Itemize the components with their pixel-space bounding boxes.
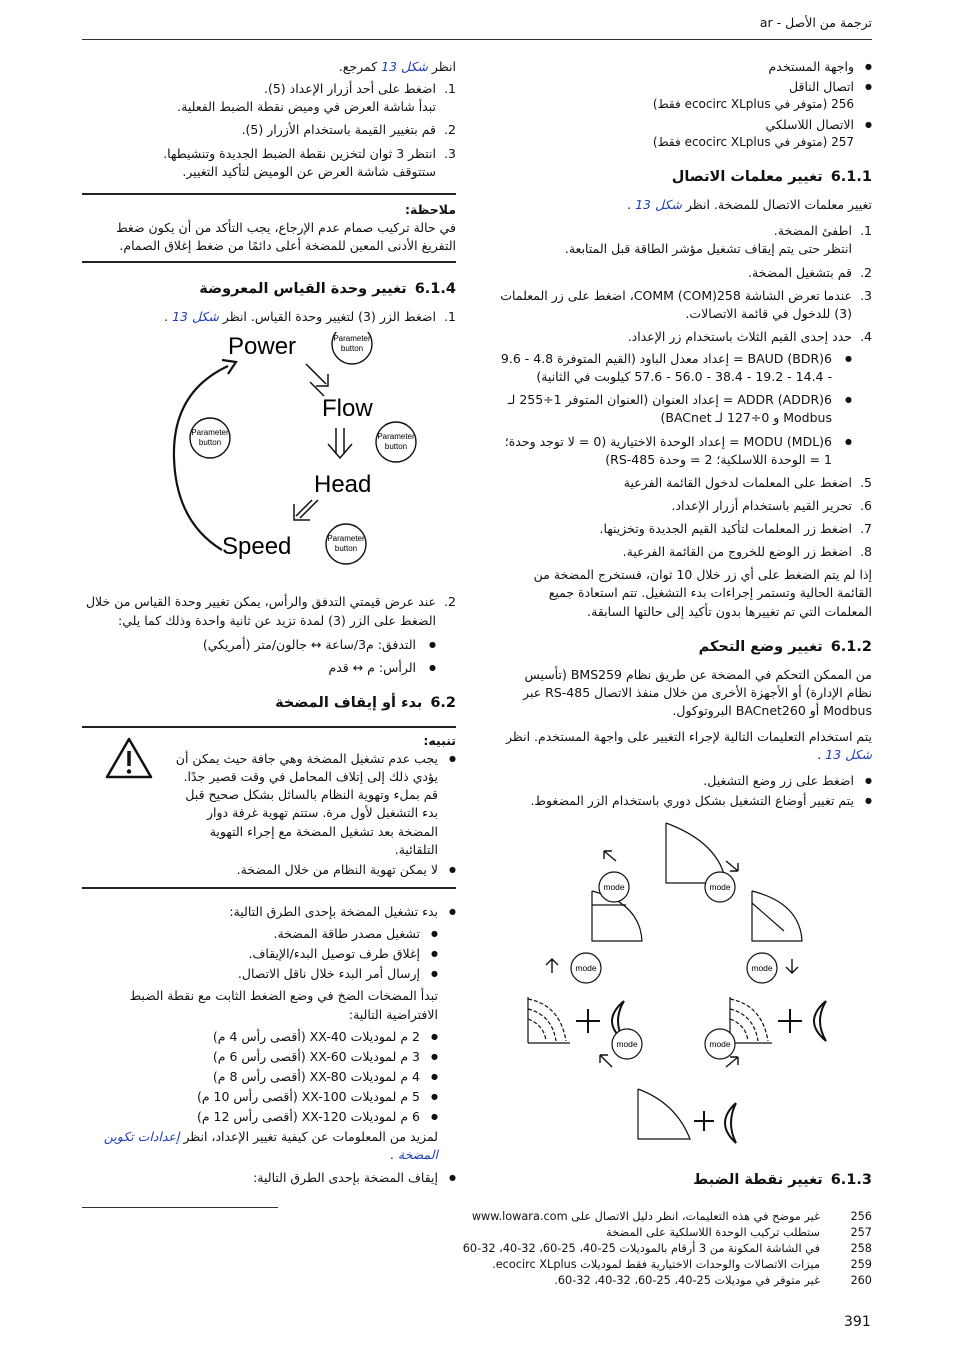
diagram-label-head: Head (314, 471, 372, 499)
mode-button-label: mode (709, 881, 731, 892)
list-item: ● 5 م لموديلات XX-100 (أقصى رأس 10 م) (82, 1088, 438, 1106)
list-item: ● اتصال الناقل 256 (متوفر في ecocirc XLplus فقط) (500, 78, 872, 114)
list-item: ● إغلاق طرف توصيل البدء/الإيقاف. (82, 945, 438, 963)
page-number: 391 (844, 1314, 871, 1330)
step: 1. اضغط الزر (3) لتغيير وحدة القياس. انظر شكل 13 . (164, 309, 456, 325)
step: 2. قم بتغيير القيمة باستخدام الأزرار (5). (241, 122, 456, 138)
defaults-intro: تبدأ المضخات الضخ في وضع الضغط الثابت مع نقطة الضبط الافتراضية التالية: (129, 988, 438, 1022)
diagram-label-flow: Flow (322, 395, 373, 423)
arrow-icon (306, 364, 328, 396)
right-column (500, 58, 872, 1199)
button-label: Parameter (377, 432, 415, 442)
list-item: ● يجب عدم تشغيل المضخة وهي جافة حيث يمكن أن يؤدي ذلك إلى إتلاف المحامل في وقت قصير جدًا. قم بملء وتهوية النظام بالسائل بشكل صحيح قبل بدء التشغيل لأول مرة. ستتم تهوية غرفة دوار المضخة بعد تشغيل المضخة مع إجراء التهوية التلقائية. (172, 750, 456, 859)
button-label: button (198, 438, 222, 448)
section-heading-6-1-4: 6.1.4تغيير وحدة القياس المعروضة (199, 281, 456, 298)
arrow-icon (546, 959, 558, 973)
availability-note: 256 (متوفر في ecocirc XLplus فقط) (652, 97, 854, 112)
list-item: ● MODU (MDL)6 = إعداد الوحدة الاختيارية (0 = لا توجد وحدة؛ 1 = الوحدة اللاسلكية؛ 2 = وحدة RS-485) (500, 433, 852, 469)
section-heading-6-2: 6.2بدء أو إيقاف المضخة (275, 694, 456, 711)
arrow-icon (604, 851, 616, 861)
more-info: لمزيد من المعلومات عن كيفية تغيير الإعداد، انظر إعدادات تكوين المضخة . (103, 1129, 438, 1163)
button-label: button (334, 544, 358, 554)
default-setpoints (82, 1028, 438, 1127)
arrow-icon (328, 428, 352, 458)
section-heading-6-1-3: 6.1.3تغيير نقطة الضبط (693, 1171, 872, 1188)
figure-link[interactable]: شكل 13 (172, 309, 219, 325)
diagram-label-speed: Speed (222, 533, 292, 561)
timeout-paragraph: إذا لم يتم الضغط على أي زر خلال 10 ثوان، فستخرج المضخة من القائمة الحالية وتستمر إجراءات بدء التشغيل. تتم استعادة جميع المعلمات التي تم تغييرها بدون تأكيد إلى حالتها السابقة. (533, 567, 872, 619)
list-item: ● إرسال أمر البدء خلال ناقل الاتصال. (82, 965, 438, 983)
list-item: ● 2 م لموديلات XX-40 (أقصى رأس 4 م) (82, 1028, 438, 1046)
step: 4. حدد إحدى القيم الثلاث باستخدام زر الإعداد. ● BAUD (BDR)6 = إعداد معدل الباود (القيم المتوفرة 4.8 - 9.6 - 14.4 - 19.2 - 38.4 - 56.0 - 57.6 كيلوبت في الثانية) ● ADDR (ADDR)6 = إعداد العنوان (العنوان المتوفر 1÷255 لـ Modbus و 0÷127 لـ BACnet) ● MODU (MDL)6 = إعداد الوحدة الاختيارية (0 = لا توجد وحدة؛ 1 = الوحدة اللاسلكية؛ 2 = وحدة RS-485) (500, 328, 872, 469)
list-item: ● إيقاف المضخة بإحدى الطرق التالية: (82, 1169, 456, 1187)
mode-button-label: mode (603, 881, 625, 892)
mode-diagram-svg (500, 821, 872, 1151)
warning-title: تنبيه: (423, 732, 456, 748)
diagram-label-power: Power (228, 333, 297, 361)
mode-cycle-diagram (500, 821, 872, 1156)
list-item: ● ADDR (ADDR)6 = إعداد العنوان (العنوان المتوفر 1÷255 لـ Modbus و 0÷127 لـ BACnet) (500, 391, 852, 427)
figure-link[interactable]: شكل 13 (381, 59, 428, 74)
settings-link[interactable]: إعدادات تكوين المضخة (103, 1129, 438, 1163)
mode-buttons (571, 872, 777, 1059)
button-label: button (384, 442, 408, 452)
step: 6. تحرير القيم باستخدام أزرار الإعداد. (671, 497, 872, 513)
unit-steps-2 (82, 593, 456, 677)
step: 3. عندما تعرض الشاشة COMM (COM)258، اضغط على زر المعلمات (3) للدخول في قائمة الاتصالات. (500, 287, 872, 321)
page-header (82, 10, 872, 40)
unit-cycle-diagram (82, 332, 456, 587)
list-item: ● التدفق: م3/ساعة ↔ جالون/متر (أمريكي) (82, 636, 436, 654)
list-item: ● اضغط على زر وضع التشغيل. (500, 772, 872, 790)
step: 3. انتظر 3 ثوان لتخزين نقطة الضبط الجديدة وتنشيطها. ستتوقف شاشة العرض عن الوميض لتأكيد التغيير. (163, 145, 456, 179)
footnote-rule (82, 1207, 278, 1208)
mode-steps (500, 772, 872, 810)
button-label: Parameter (333, 334, 371, 344)
section-heading-6-1-2: 6.1.2تغيير وضع التحكم (698, 638, 872, 655)
figure-link[interactable]: شكل 13 (825, 747, 872, 763)
bms-paragraph: من الممكن التحكم في المضخة عن طريق نظام BMS259 (تأسيس نظام الإدارة) أو الأجهزة الأخرى من خلال منفذ الاتصال RS-485 عبر Modbus أو BACnet260 البروتوكول. (523, 666, 872, 718)
list-item: ● واجهة المستخدم (500, 58, 872, 76)
list-item: ● الاتصال اللاسلكي 257 (متوفر في ecocirc XLplus فقط) (500, 116, 872, 152)
unit-list (82, 636, 436, 677)
availability-note: 257 (متوفر في ecocirc XLplus فقط) (652, 134, 854, 149)
step: 7. اضغط زر المعلمات لتأكيد القيم الجديدة وتخزينها. (599, 521, 872, 537)
list-item: ● 4 م لموديلات XX-80 (أقصى رأس 8 م) (82, 1068, 438, 1086)
param-list (500, 350, 852, 469)
button-label: button (340, 344, 364, 354)
arrow-icon (600, 1055, 612, 1067)
section-intro: تغيير معلمات الاتصال للمضخة. انظر شكل 13 . (627, 197, 872, 213)
warning-list (172, 750, 456, 879)
start-methods (82, 925, 438, 983)
list-item: ● تشغيل مصدر طاقة المضخة. (82, 925, 438, 943)
unit-diagram-svg (82, 332, 456, 582)
step: 5. اضغط على المعلمات لدخول القائمة الفرعية (623, 474, 872, 490)
list-item: ● يتم تغيير أوضاع التشغيل بشكل دوري باستخدام الزر المضغوط. (500, 792, 872, 810)
mode-button-label: mode (575, 962, 597, 973)
figure-link[interactable]: شكل 13 (635, 197, 682, 213)
note-text: في حالة تركيب صمام عدم الإرجاع، يجب التأكد من أن يكون ضغط التفريغ الأدنى المعين للمضخة أعلى دائمًا من ضغط إغلاق الصمام. (116, 219, 456, 253)
mode-button-label: mode (616, 1038, 638, 1049)
steps-list (500, 222, 872, 561)
list-item: ● 6 م لموديلات XX-120 (أقصى رأس 12 م) (82, 1108, 438, 1126)
step: 1. اطفئ المضخة. انتظر حتى يتم إيقاف تشغيل مؤشر الطاقة قبل المتابعة. (564, 223, 872, 257)
mode-button-label: mode (751, 962, 773, 973)
note-title: ملاحظة: (405, 201, 456, 217)
reference-line: انظر شكل 13 كمرجع. (338, 59, 456, 74)
curve-icon (752, 891, 802, 941)
warning-box (82, 726, 456, 889)
button-label: Parameter (191, 428, 229, 438)
instructions-paragraph: يتم استخدام التعليمات التالية لإجراء التغيير على واجهة المستخدم. انظر شكل 13 . (505, 729, 872, 763)
unit-steps (82, 308, 456, 326)
warning-icon (104, 736, 154, 780)
list-item: ● لا يمكن تهوية النظام من خلال المضخة. (172, 861, 456, 879)
left-column (82, 58, 456, 1189)
step: 2. عند عرض قيمتي التدفق والرأس، يمكن تغيير وحدة القياس من خلال الضغط على الزر (3) لمدة تزيد عن ثانية واحدة وذلك كما يلي: ● التدفق: م3/ساعة ↔ جالون/متر (أمريكي) ● الرأس: م ↔ قدم (82, 593, 456, 677)
list-item: ● 3 م لموديلات XX-60 (أقصى رأس 6 م) (82, 1048, 438, 1066)
arrow-icon (726, 861, 738, 871)
note-box (82, 193, 456, 263)
curve-icon (638, 1089, 690, 1139)
arrow-icon (726, 1057, 738, 1067)
interface-list (500, 58, 872, 151)
mode-button-label: mode (709, 1038, 731, 1049)
list-item: ● الرأس: م ↔ قدم (82, 659, 436, 677)
step: 8. اضغط زر الوضع للخروج من القائمة الفرعية. (622, 544, 872, 560)
cycle-arrow-icon (174, 366, 228, 550)
list-item: ● BAUD (BDR)6 = إعداد معدل الباود (القيم المتوفرة 4.8 - 9.6 - 14.4 - 19.2 - 38.4 - 56.0 - 57.6 كيلوبت في الثانية) (500, 350, 852, 386)
arrow-icon (786, 959, 798, 973)
step: 2. قم بتشغيل المضخة. (747, 264, 872, 280)
button-label: Parameter (327, 534, 365, 544)
arrow-icon (294, 500, 318, 520)
start-list (82, 903, 456, 1187)
list-item: ● بدء تشغيل المضخة بإحدى الطرق التالية: ● تشغيل مصدر طاقة المضخة. ● إغلاق طرف توصيل البدء/الإيقاف. ● إرسال أمر البدء خلال ناقل الاتصال. تبدأ المضخات الضخ في وضع الضغط الثابت مع نقطة الضبط الافتراضية التالية: ● 2 م لموديلات XX-40 (أقصى رأس 4 م) ● 3 م لموديلات XX-60 (أقصى رأس 6 م) ● 4 م لموديلات XX-80 (أقصى رأس 8 م) ● 5 م لموديلات XX-100 (أقصى رأس 10 م) ● 6 م لموديلات XX-120 (أقصى رأس 12 م) لمزيد من المعلومات عن كيفية تغيير الإعداد، انظر إعدادات تكوين المضخة . (82, 903, 456, 1165)
header-text: ترجمة من الأصل - ar (759, 15, 872, 30)
step: 1. اضغط على أحد أزرار الإعداد (5). تبدأ شاشة العرض في وميض نقطة الضبط الفعلية. (177, 81, 456, 115)
section-heading-6-1-1: 6.1.1تغيير معلمات الاتصال (671, 169, 872, 186)
setpoint-steps (82, 80, 456, 181)
